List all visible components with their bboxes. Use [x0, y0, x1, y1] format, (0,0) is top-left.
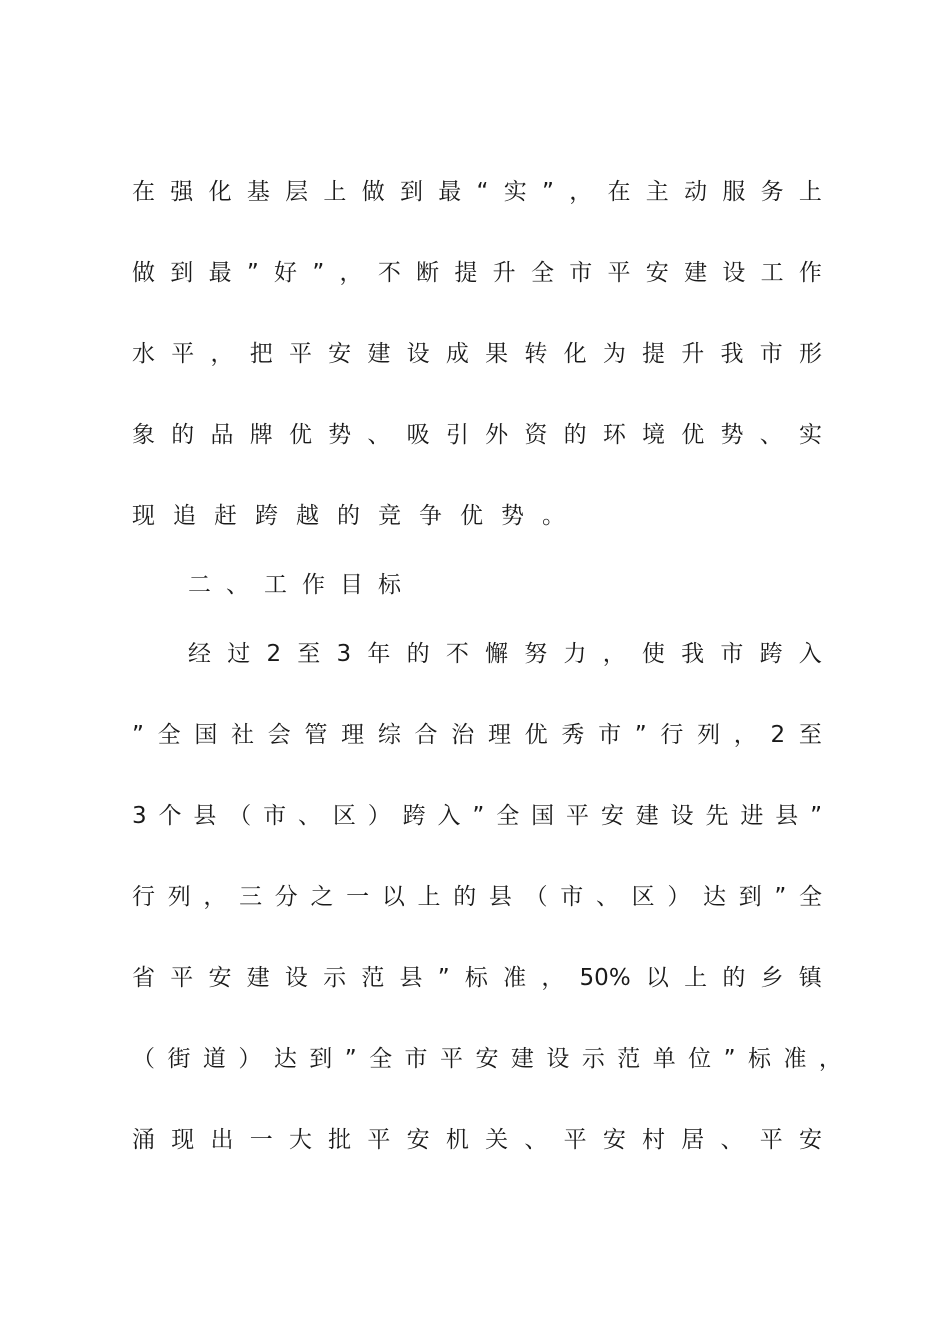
text-glyph: 在 [132, 179, 155, 205]
text-glyph: 国 [194, 722, 218, 748]
text-glyph: ） [367, 803, 391, 829]
text-glyph: 县 [488, 884, 512, 910]
text-glyph: 治 [451, 722, 475, 748]
paragraph-line [132, 1039, 842, 1079]
text-glyph: 全 [530, 260, 554, 286]
text-glyph: 会 [267, 722, 291, 748]
text-glyph: 县 [775, 803, 799, 829]
text-glyph: ” [723, 1046, 736, 1072]
text-glyph: 准 [503, 965, 527, 991]
text-glyph: 升 [681, 341, 705, 367]
text-glyph: 安 [602, 1127, 626, 1153]
text-glyph: 到 [170, 260, 194, 286]
text-glyph: 到 [309, 1046, 333, 1072]
text-glyph: 年 [367, 641, 391, 667]
text-glyph: 作 [798, 260, 822, 286]
paragraph-line [132, 1120, 822, 1160]
text-glyph: 在 [607, 179, 631, 205]
text-glyph: 平 [367, 1127, 391, 1153]
text-glyph: 区 [332, 803, 356, 829]
text-glyph: 资 [524, 422, 548, 448]
text-glyph: ） [238, 1046, 262, 1072]
paragraph-line [132, 958, 822, 998]
text-glyph: 势 [720, 422, 744, 448]
text-glyph: 设 [406, 341, 430, 367]
text-glyph: （ [524, 884, 548, 910]
text-glyph: ， [541, 965, 565, 991]
text-glyph: 一 [249, 1127, 273, 1153]
text-glyph: 设 [670, 803, 694, 829]
text-glyph: 市 [720, 641, 744, 667]
text-glyph: 位 [688, 1046, 712, 1072]
text-glyph: 以 [645, 965, 669, 991]
text-glyph: ” [312, 260, 325, 286]
text-glyph: 全 [369, 1046, 393, 1072]
text-glyph: ” [542, 179, 554, 205]
text-glyph: 升 [492, 260, 516, 286]
text-glyph: 到 [738, 884, 762, 910]
text-glyph: 果 [485, 341, 509, 367]
text-glyph: 现 [171, 1127, 195, 1153]
text-glyph: 品 [210, 422, 234, 448]
text-glyph: 示 [323, 965, 347, 991]
paragraph-line [132, 877, 822, 917]
text-glyph: 竞 [378, 503, 401, 529]
text-glyph: 做 [132, 260, 155, 286]
text-glyph: 居 [681, 1127, 705, 1153]
text-glyph: 的 [453, 884, 477, 910]
text-glyph: 秀 [561, 722, 585, 748]
text-glyph: 建 [510, 1046, 534, 1072]
text-glyph: 、 [595, 884, 619, 910]
text-glyph: 环 [602, 422, 626, 448]
text-glyph: 外 [485, 422, 509, 448]
text-glyph: 达 [273, 1046, 297, 1072]
paragraph-line [132, 172, 822, 212]
text-glyph: 安 [645, 260, 669, 286]
text-glyph: 、 [298, 803, 322, 829]
text-glyph: 范 [361, 965, 385, 991]
text-glyph: 一 [346, 884, 370, 910]
text-glyph: 务 [760, 179, 784, 205]
text-glyph: 上 [684, 965, 708, 991]
text-glyph: 动 [684, 179, 708, 205]
text-glyph: 建 [367, 341, 391, 367]
text-glyph: 分 [274, 884, 298, 910]
text-glyph: “ [476, 179, 489, 205]
text-glyph: 平 [607, 260, 631, 286]
paragraph-line [188, 634, 822, 674]
text-glyph: 大 [288, 1127, 312, 1153]
text-glyph: 乡 [760, 965, 784, 991]
text-glyph: 强 [170, 179, 194, 205]
text-glyph: 市 [404, 1046, 428, 1072]
text-glyph: 不 [377, 260, 401, 286]
paragraph-line [132, 253, 822, 293]
text-glyph: 把 [249, 341, 273, 367]
text-glyph: 、 [759, 422, 783, 448]
text-glyph: 2 [770, 722, 786, 748]
text-glyph: 层 [285, 179, 309, 205]
text-glyph: 关 [485, 1127, 509, 1153]
text-glyph: 建 [246, 965, 270, 991]
text-glyph: 断 [416, 260, 440, 286]
text-glyph: 上 [798, 179, 822, 205]
text-glyph: 3 [336, 641, 352, 667]
text-glyph: 以 [381, 884, 405, 910]
text-glyph: 机 [445, 1127, 469, 1153]
text-glyph: 提 [642, 341, 666, 367]
text-glyph: 理 [341, 722, 365, 748]
text-glyph: 服 [722, 179, 746, 205]
text-glyph: 单 [652, 1046, 676, 1072]
text-glyph: 最 [208, 260, 232, 286]
text-glyph: ， [818, 1046, 842, 1072]
text-glyph: （ [132, 1046, 155, 1072]
text-glyph: ” [774, 884, 787, 910]
text-glyph: 市 [598, 722, 622, 748]
text-glyph: 列 [167, 884, 191, 910]
text-glyph: 国 [531, 803, 555, 829]
text-glyph: 建 [635, 803, 659, 829]
text-glyph: 吸 [406, 422, 430, 448]
text-glyph: 实 [798, 422, 822, 448]
text-glyph: 做 [361, 179, 385, 205]
text-glyph: 三 [239, 884, 263, 910]
text-glyph: 个 [158, 803, 182, 829]
text-glyph: 2 [266, 641, 282, 667]
text-glyph: 的 [171, 422, 195, 448]
text-glyph: 、 [524, 1127, 548, 1153]
text-glyph: 跨 [759, 641, 783, 667]
text-glyph: ” [472, 803, 485, 829]
text-glyph: 跨 [255, 503, 278, 529]
text-glyph: 至 [297, 641, 321, 667]
paragraph-line [132, 415, 822, 455]
text-glyph: 至 [798, 722, 822, 748]
text-glyph: 优 [681, 422, 705, 448]
text-glyph: 达 [703, 884, 726, 910]
paragraph-line [132, 715, 822, 755]
text-glyph: 出 [210, 1127, 234, 1153]
paragraph-line [132, 496, 822, 536]
text-glyph: 势 [328, 422, 352, 448]
text-glyph: 上 [323, 179, 347, 205]
text-glyph: 安 [406, 1127, 430, 1153]
text-glyph: 平 [563, 1127, 587, 1153]
text-glyph: 镇 [798, 965, 822, 991]
text-glyph: （ [228, 803, 252, 829]
text-glyph: 优 [288, 422, 312, 448]
text-glyph: 的 [337, 503, 360, 529]
text-glyph: 市 [569, 260, 593, 286]
text-glyph: 、 [367, 422, 391, 448]
text-glyph: 社 [231, 722, 255, 748]
text-glyph: 入 [798, 641, 822, 667]
text-glyph: ， [602, 641, 626, 667]
text-glyph: ， [339, 260, 363, 286]
text-glyph: ， [210, 341, 234, 367]
text-glyph: 主 [645, 179, 669, 205]
text-glyph: 的 [563, 422, 587, 448]
text-glyph: 准 [783, 1046, 807, 1072]
text-glyph: 到 [399, 179, 423, 205]
text-glyph: 越 [296, 503, 319, 529]
text-glyph: 涌 [132, 1127, 155, 1153]
text-glyph: 村 [642, 1127, 666, 1153]
text-glyph: 安 [798, 1127, 822, 1153]
text-glyph: 3 [132, 803, 147, 829]
text-glyph: 化 [208, 179, 232, 205]
text-glyph: 使 [641, 641, 665, 667]
text-glyph: 的 [406, 641, 430, 667]
text-glyph: 争 [419, 503, 442, 529]
text-glyph: 跨 [402, 803, 426, 829]
text-glyph: 安 [328, 341, 352, 367]
text-glyph: 设 [546, 1046, 570, 1072]
text-glyph: ” [246, 260, 259, 286]
text-glyph: 市 [560, 884, 584, 910]
text-glyph: 我 [720, 341, 744, 367]
text-glyph: 标 [464, 965, 488, 991]
text-glyph: 牌 [249, 422, 273, 448]
text-glyph: 力 [563, 641, 587, 667]
text-glyph: ） [667, 884, 691, 910]
text-glyph: 成 [445, 341, 469, 367]
text-glyph: 县 [193, 803, 217, 829]
text-glyph: 合 [414, 722, 438, 748]
text-glyph: 入 [437, 803, 461, 829]
text-glyph: 县 [399, 965, 423, 991]
text-glyph: 追 [173, 503, 196, 529]
text-glyph: 势 [501, 503, 524, 529]
text-glyph: 安 [208, 965, 232, 991]
text-glyph: 市 [263, 803, 287, 829]
text-glyph: 设 [284, 965, 308, 991]
text-glyph: 现 [132, 503, 155, 529]
text-glyph: 。 [542, 503, 565, 529]
text-glyph: 区 [631, 884, 655, 910]
text-glyph: 行 [132, 884, 155, 910]
text-glyph: 市 [759, 341, 783, 367]
text-glyph: 优 [460, 503, 483, 529]
text-glyph: 优 [524, 722, 548, 748]
text-glyph: 形 [798, 341, 822, 367]
text-glyph: 转 [524, 341, 548, 367]
text-glyph: 提 [454, 260, 478, 286]
text-glyph: 全 [157, 722, 181, 748]
text-glyph: 理 [487, 722, 511, 748]
text-glyph: 行 [660, 722, 684, 748]
text-glyph: 我 [681, 641, 705, 667]
text-glyph: 建 [684, 260, 708, 286]
text-glyph: 平 [171, 341, 195, 367]
text-glyph: 道 [202, 1046, 226, 1072]
text-glyph: ” [344, 1046, 357, 1072]
text-glyph: 管 [304, 722, 328, 748]
text-glyph: 安 [600, 803, 624, 829]
section-heading: 二、工作目标 [188, 572, 416, 598]
text-glyph: 平 [565, 803, 589, 829]
text-glyph: ， [203, 884, 227, 910]
text-glyph: 平 [288, 341, 312, 367]
text-glyph: 、 [720, 1127, 744, 1153]
text-glyph: 示 [581, 1046, 605, 1072]
text-glyph: 的 [722, 965, 746, 991]
paragraph-line [132, 334, 822, 374]
text-glyph: 之 [310, 884, 334, 910]
text-glyph: 批 [328, 1127, 352, 1153]
text-glyph: ” [132, 722, 144, 748]
text-glyph: 进 [740, 803, 764, 829]
text-glyph: 平 [759, 1127, 783, 1153]
text-glyph: 过 [227, 641, 251, 667]
text-glyph: 安 [475, 1046, 499, 1072]
text-glyph: 综 [377, 722, 401, 748]
text-glyph: 象 [132, 422, 155, 448]
text-glyph: 基 [246, 179, 270, 205]
text-glyph: 上 [417, 884, 441, 910]
text-glyph: 赶 [214, 503, 237, 529]
text-glyph: 努 [524, 641, 548, 667]
text-glyph: 平 [440, 1046, 463, 1072]
text-glyph: 先 [705, 803, 729, 829]
text-glyph: 最 [438, 179, 462, 205]
text-glyph: ， [733, 722, 757, 748]
text-glyph: 实 [503, 179, 527, 205]
text-glyph: 范 [617, 1046, 641, 1072]
text-glyph: 列 [697, 722, 721, 748]
text-glyph: 不 [445, 641, 469, 667]
text-glyph: 省 [132, 965, 155, 991]
text-glyph: 全 [496, 803, 520, 829]
text-glyph: 平 [170, 965, 194, 991]
text-glyph: 好 [274, 260, 298, 286]
text-glyph: ， [569, 179, 593, 205]
text-glyph: 工 [760, 260, 784, 286]
text-glyph: 引 [445, 422, 469, 448]
text-glyph: 全 [798, 884, 822, 910]
text-glyph: 懈 [485, 641, 509, 667]
text-glyph: 境 [642, 422, 666, 448]
text-glyph: ” [437, 965, 450, 991]
text-glyph: 街 [167, 1046, 191, 1072]
text-glyph: 化 [563, 341, 587, 367]
text-glyph: 为 [602, 341, 626, 367]
paragraph-line [132, 796, 822, 836]
text-glyph: ” [810, 803, 822, 829]
text-glyph: 50% [579, 965, 631, 991]
text-glyph: ” [634, 722, 647, 748]
text-glyph: 水 [132, 341, 155, 367]
text-glyph: 经 [188, 641, 211, 667]
text-glyph: 标 [748, 1046, 771, 1072]
text-glyph: 设 [722, 260, 746, 286]
